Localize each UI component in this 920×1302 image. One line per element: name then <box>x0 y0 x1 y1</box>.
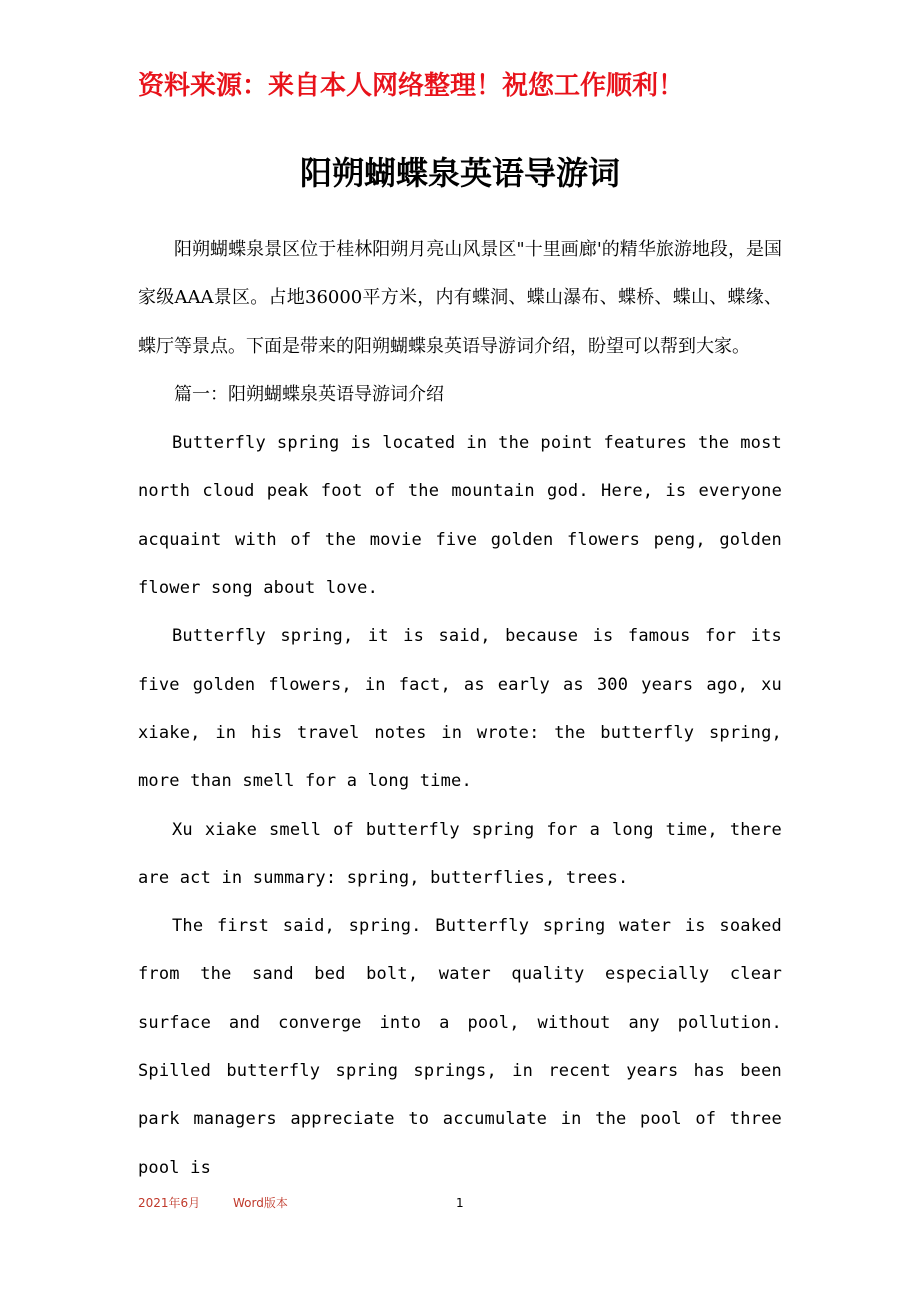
footer-date: 2021年6月 <box>138 1196 201 1210</box>
source-banner: 资料来源：来自本人网络整理！祝您工作顺利！ <box>138 71 685 101</box>
page-footer <box>138 1192 782 1214</box>
document-title: 阳朔蝴蝶泉英语导游词 <box>299 154 620 192</box>
body-paragraph: Xu xiake smell of butterfly spring for a long time, there are act in summary: spring, butterflies, trees. <box>138 819 782 888</box>
section-heading: 篇一：阳朔蝴蝶泉英语导游词介绍 <box>174 383 444 405</box>
footer-version: Word版本 <box>233 1196 288 1210</box>
page-number: 1 <box>456 1196 464 1210</box>
body-paragraph: The first said, spring. Butterfly spring water is soaked from the sand bed bolt, water quality especially clear surface and converge into a pool, without any pollution. Spilled butterfly spring springs, in recent years has been park managers appreciate to accumulate in the pool of three pool is <box>138 916 782 1178</box>
body-paragraph: Butterfly spring, it is said, because is famous for its five golden flowers, in fact, as early as 300 years ago, xu xiake, in his travel notes in wrote: the butterfly spring, more than smell for a long time. <box>138 626 782 792</box>
body-paragraph: Butterfly spring is located in the point features the most north cloud peak foot of the mountain god. Here, is everyone acquaint with of the movie five golden flowers peng, golden flower song about love. <box>138 433 782 599</box>
document-body <box>138 226 782 1192</box>
intro-paragraph: 阳朔蝴蝶泉景区位于桂林阳朔月亮山风景区"十里画廊'的精华旅游地段，是国家级AAA景区。占地36000平方米，内有蝶洞、蝶山瀑布、蝶桥、蝶山、蝶缘、蝶厅等景点。下面是带来的阳朔蝴蝶泉英语导游词介绍，盼望可以帮到大家。 <box>138 239 782 357</box>
